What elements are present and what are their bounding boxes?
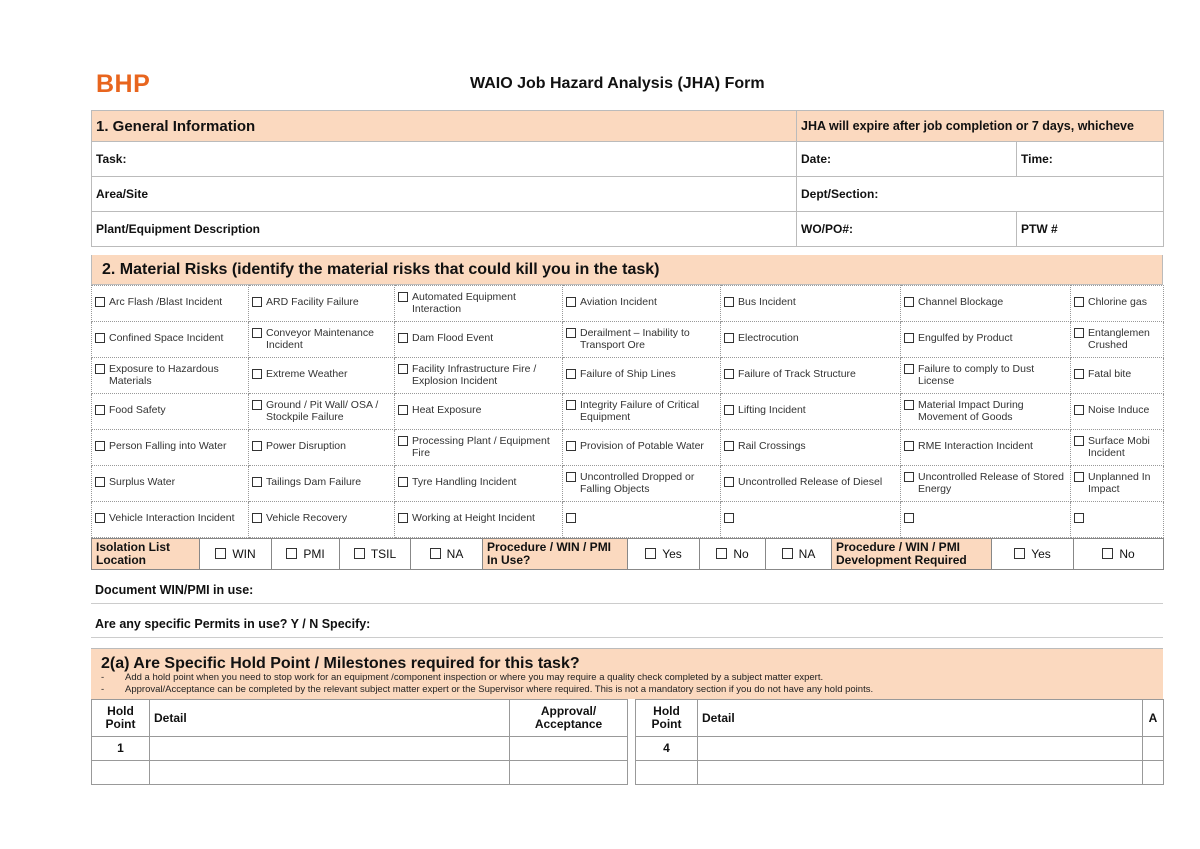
checkbox-icon[interactable] (566, 328, 576, 338)
material-risk-option[interactable] (92, 394, 249, 430)
checkbox-icon[interactable] (354, 548, 365, 559)
column-gap (628, 737, 636, 761)
checkbox-icon[interactable] (1074, 472, 1084, 482)
checkbox-icon[interactable] (724, 333, 734, 343)
checkbox-icon[interactable] (566, 400, 576, 410)
material-risk-option[interactable] (901, 286, 1071, 322)
checkbox-icon[interactable] (724, 405, 734, 415)
checkbox-icon[interactable] (398, 436, 408, 446)
material-risk-option[interactable] (92, 322, 249, 358)
material-risk-option[interactable] (1071, 394, 1164, 430)
checkbox-icon[interactable] (95, 441, 105, 451)
material-risk-label: Chlorine gas (1088, 296, 1147, 309)
material-risk-option[interactable] (563, 322, 721, 358)
hold-point-approval-cell-right[interactable] (1143, 737, 1164, 761)
material-risk-option[interactable] (721, 358, 901, 394)
material-risk-label: Person Falling into Water (109, 440, 227, 453)
checkbox-icon[interactable] (398, 364, 408, 374)
material-risk-label: Unplanned In Impact (1088, 471, 1151, 495)
material-risk-option[interactable] (901, 358, 1071, 394)
material-risk-row (92, 394, 1164, 430)
material-risk-option[interactable] (901, 430, 1071, 466)
material-risk-option[interactable] (1071, 358, 1164, 394)
material-risk-option[interactable] (249, 286, 395, 322)
material-risk-option[interactable] (249, 466, 395, 502)
isolation-option-pmi[interactable]: PMI (272, 539, 340, 570)
checkbox-icon[interactable] (95, 477, 105, 487)
material-risk-option[interactable] (563, 358, 721, 394)
hold-point-detail-cell-right[interactable] (698, 761, 1143, 785)
isolation-option-win[interactable]: WIN (200, 539, 272, 570)
material-risk-row (92, 430, 1164, 466)
checkbox-icon[interactable] (904, 441, 914, 451)
material-risk-label: Rail Crossings (738, 440, 806, 453)
isolation-list-label: Isolation List Location (92, 539, 200, 570)
material-risk-option[interactable] (92, 466, 249, 502)
checkbox-icon[interactable] (904, 333, 914, 343)
company-logo: BHP (96, 70, 151, 98)
material-risk-option[interactable] (1071, 466, 1164, 502)
material-risk-label: Conveyor Maintenance Incident (266, 327, 374, 351)
material-risk-label: Facility Infrastructure Fire / Explosion Incident (412, 363, 537, 387)
checkbox-icon[interactable] (252, 328, 262, 338)
checkbox-icon[interactable] (782, 548, 793, 559)
material-risk-option[interactable] (901, 466, 1071, 502)
material-risk-label: Tyre Handling Incident (412, 476, 517, 489)
hold-points-title: 2(a) Are Specific Hold Point / Milestones required for this task? (101, 655, 580, 672)
detail-header-right: Detail (698, 700, 1143, 737)
material-risk-label: Engulfed by Product (918, 332, 1013, 345)
specific-permits-field[interactable]: Are any specific Permits in use? Y / N Specify: (91, 604, 1163, 638)
material-risk-option[interactable] (395, 358, 563, 394)
material-risk-label: Material Impact During Movement of Goods (918, 399, 1024, 423)
procedure-in-use-yes[interactable]: Yes (628, 539, 700, 570)
hold-point-detail-cell[interactable] (150, 737, 510, 761)
checkbox-icon[interactable] (645, 548, 656, 559)
material-risk-label: Working at Height Incident (412, 512, 535, 525)
material-risk-option[interactable] (92, 430, 249, 466)
approval-header-right: A (1143, 700, 1164, 737)
material-risk-option[interactable] (249, 322, 395, 358)
material-risk-option[interactable] (395, 394, 563, 430)
hold-points-note-1: - Add a hold point when you need to stop work for an equipment /component inspection or where you may require a quality check completed by a subject matter expert. (101, 672, 824, 683)
material-risk-label: ARD Facility Failure (266, 296, 359, 309)
document-win-pmi-field[interactable]: Document WIN/PMI in use: (91, 570, 1163, 604)
material-risk-label: Extreme Weather (266, 368, 348, 381)
material-risk-label: Integrity Failure of Critical Equipment (580, 399, 700, 423)
material-risk-label: Food Safety (109, 404, 166, 417)
material-risk-option[interactable] (249, 358, 395, 394)
hold-points-note-2: - Approval/Acceptance can be completed by the relevant subject matter expert or the Supervisor where required. This is not a mandatory section if you do not have any hold points. (101, 683, 874, 695)
time-field[interactable]: Time: (1017, 142, 1164, 177)
checkbox-icon[interactable] (1074, 328, 1084, 338)
hold-point-number-right (636, 761, 698, 785)
checkbox-icon[interactable] (1074, 513, 1084, 523)
material-risk-row (92, 322, 1164, 358)
material-risk-label: Aviation Incident (580, 296, 657, 309)
checkbox-icon[interactable] (1074, 369, 1084, 379)
date-field[interactable]: Date: (797, 142, 1017, 177)
checkbox-icon[interactable] (398, 513, 408, 523)
form-title: WAIO Job Hazard Analysis (JHA) Form (470, 75, 765, 92)
material-risk-label: Vehicle Interaction Incident (109, 512, 235, 525)
checkbox-icon[interactable] (724, 477, 734, 487)
material-risk-label: Failure of Ship Lines (580, 368, 676, 381)
checkbox-icon[interactable] (566, 472, 576, 482)
isolation-option-tsil[interactable]: TSIL (340, 539, 411, 570)
checkbox-icon[interactable] (252, 477, 262, 487)
material-risk-option[interactable] (395, 430, 563, 466)
checkbox-icon[interactable] (566, 297, 576, 307)
general-information-table (91, 110, 1164, 247)
checkbox-icon[interactable] (724, 297, 734, 307)
material-risks-heading: 2. Material Risks (identify the material risks that could kill you in the task) (91, 255, 1163, 285)
hold-points-table (91, 699, 1164, 785)
checkbox-icon[interactable] (904, 472, 914, 482)
material-risk-label: Uncontrolled Dropped or Falling Objects (580, 471, 695, 495)
material-risk-row (92, 502, 1164, 538)
checkbox-icon[interactable] (252, 297, 262, 307)
material-risk-label: Entanglemen Crushed (1088, 327, 1150, 351)
material-risk-label: Noise Induce (1088, 404, 1150, 417)
material-risk-label: Failure to comply to Dust License (918, 363, 1035, 387)
material-risk-option[interactable] (563, 502, 721, 538)
material-risk-option[interactable] (1071, 502, 1164, 538)
material-risk-label: Exposure to Hazardous Materials (109, 363, 219, 387)
checkbox-icon[interactable] (1014, 548, 1025, 559)
checkbox-icon[interactable] (398, 477, 408, 487)
checkbox-icon[interactable] (252, 369, 262, 379)
checkbox-icon[interactable] (95, 405, 105, 415)
checkbox-icon[interactable] (430, 548, 441, 559)
material-risk-label: Confined Space Incident (109, 332, 224, 345)
material-risk-label: Uncontrolled Release of Diesel (738, 476, 883, 489)
procedure-development-yes[interactable]: Yes (992, 539, 1074, 570)
material-risk-option[interactable] (1071, 430, 1164, 466)
hold-point-header: Hold Point (92, 700, 150, 737)
material-risk-label: Vehicle Recovery (266, 512, 348, 525)
checkbox-icon[interactable] (566, 369, 576, 379)
material-risk-label: Power Disruption (266, 440, 346, 453)
material-risk-label: Channel Blockage (918, 296, 1004, 309)
hold-point-number: 1 (92, 737, 150, 761)
jha-form (91, 110, 1163, 785)
material-risk-option[interactable] (249, 394, 395, 430)
material-risk-label: Surface Mobi Incident (1088, 435, 1150, 459)
material-risk-option[interactable] (395, 322, 563, 358)
checkbox-icon[interactable] (566, 513, 576, 523)
hold-point-number-right: 4 (636, 737, 698, 761)
checkbox-icon[interactable] (215, 548, 226, 559)
checkbox-icon[interactable] (95, 297, 105, 307)
checkbox-icon[interactable] (286, 548, 297, 559)
hold-points-heading (91, 648, 1163, 699)
procedure-development-label: Procedure / WIN / PMI Development Required (832, 539, 992, 570)
procedure-in-use-label: Procedure / WIN / PMI In Use? (483, 539, 628, 570)
wo-po-field[interactable]: WO/PO#: (797, 212, 1017, 247)
material-risk-row (92, 358, 1164, 394)
material-risk-label: Tailings Dam Failure (266, 476, 362, 489)
isolation-option-na[interactable]: NA (411, 539, 483, 570)
material-risk-label: Lifting Incident (738, 404, 806, 417)
checkbox-icon[interactable] (398, 405, 408, 415)
column-gap (628, 761, 636, 785)
checkbox-icon[interactable] (252, 441, 262, 451)
material-risk-label: Bus Incident (738, 296, 796, 309)
material-risk-option[interactable] (1071, 286, 1164, 322)
checkbox-icon[interactable] (398, 292, 408, 302)
expiry-note: JHA will expire after job completion or 7 days, whicheve (797, 111, 1164, 142)
material-risk-option[interactable] (721, 394, 901, 430)
checkbox-icon[interactable] (95, 333, 105, 343)
material-risk-label: Ground / Pit Wall/ OSA / Stockpile Failure (266, 399, 379, 423)
material-risk-label: Arc Flash /Blast Incident (109, 296, 223, 309)
ptw-field[interactable]: PTW # (1017, 212, 1164, 247)
material-risk-label: RME Interaction Incident (918, 440, 1033, 453)
hold-point-detail-cell[interactable] (150, 761, 510, 785)
material-risk-label: Dam Flood Event (412, 332, 494, 345)
material-risk-option[interactable] (901, 322, 1071, 358)
material-risk-option[interactable] (92, 502, 249, 538)
material-risk-option[interactable] (249, 430, 395, 466)
hold-point-header-right: Hold Point (636, 700, 698, 737)
material-risk-label: Fatal bite (1088, 368, 1132, 381)
material-risk-row (92, 466, 1164, 502)
material-risks-table (91, 285, 1164, 538)
hold-point-approval-cell-right[interactable] (1143, 761, 1164, 785)
checkbox-icon[interactable] (95, 513, 105, 523)
material-risk-option[interactable] (395, 502, 563, 538)
material-risk-option[interactable] (92, 358, 249, 394)
checkbox-icon[interactable] (904, 513, 914, 523)
procedure-development-no[interactable]: No (1074, 539, 1164, 570)
checkbox-icon[interactable] (398, 333, 408, 343)
material-risk-option[interactable] (721, 502, 901, 538)
material-risk-option[interactable] (901, 394, 1071, 430)
checkbox-icon[interactable] (252, 400, 262, 410)
dept-section-field[interactable]: Dept/Section: (797, 177, 1164, 212)
material-risk-option[interactable] (563, 466, 721, 502)
procedure-in-use-na[interactable]: NA (766, 539, 832, 570)
column-gap (628, 700, 636, 737)
material-risk-label: Electrocution (738, 332, 799, 345)
material-risk-option[interactable] (395, 466, 563, 502)
checkbox-icon[interactable] (904, 364, 914, 374)
area-site-field[interactable]: Area/Site (92, 177, 797, 212)
material-risk-label: Uncontrolled Release of Stored Energy (918, 471, 1064, 495)
material-risk-label: Derailment – Inability to Transport Ore (580, 327, 690, 351)
material-risk-option[interactable] (92, 286, 249, 322)
material-risk-option[interactable] (901, 502, 1071, 538)
checkbox-icon[interactable] (724, 441, 734, 451)
material-risk-row (92, 286, 1164, 322)
checkbox-icon[interactable] (1102, 548, 1113, 559)
checkbox-icon[interactable] (95, 364, 105, 374)
hold-point-detail-cell-right[interactable] (698, 737, 1143, 761)
procedure-in-use-no[interactable]: No (700, 539, 766, 570)
checkbox-icon[interactable] (252, 513, 262, 523)
material-risk-label: Automated Equipment Interaction (412, 291, 516, 315)
checkbox-icon[interactable] (904, 400, 914, 410)
checkbox-icon[interactable] (724, 369, 734, 379)
checkbox-icon[interactable] (904, 297, 914, 307)
material-risk-option[interactable] (563, 394, 721, 430)
material-risk-label: Surplus Water (109, 476, 176, 489)
material-risk-option[interactable] (563, 286, 721, 322)
checkbox-icon[interactable] (1074, 297, 1084, 307)
material-risk-option[interactable] (721, 286, 901, 322)
checkbox-icon[interactable] (716, 548, 727, 559)
isolation-procedure-table (91, 538, 1164, 570)
material-risk-option[interactable] (563, 430, 721, 466)
material-risk-option[interactable] (721, 322, 901, 358)
checkbox-icon[interactable] (566, 441, 576, 451)
checkbox-icon[interactable] (1074, 405, 1084, 415)
hold-point-approval-cell[interactable] (510, 761, 628, 785)
material-risk-option[interactable] (1071, 322, 1164, 358)
detail-header: Detail (150, 700, 510, 737)
hold-point-number (92, 761, 150, 785)
material-risk-option[interactable] (395, 286, 563, 322)
checkbox-icon[interactable] (724, 513, 734, 523)
material-risk-label: Heat Exposure (412, 404, 482, 417)
material-risk-label: Processing Plant / Equipment Fire (412, 435, 550, 459)
task-field[interactable]: Task: (92, 142, 797, 177)
hold-point-approval-cell[interactable] (510, 737, 628, 761)
approval-header: Approval/ Acceptance (510, 700, 628, 737)
material-risk-option[interactable] (721, 466, 901, 502)
material-risk-option[interactable] (721, 430, 901, 466)
general-information-heading: 1. General Information (92, 111, 797, 142)
checkbox-icon[interactable] (1074, 436, 1084, 446)
material-risk-option[interactable] (249, 502, 395, 538)
material-risk-label: Failure of Track Structure (738, 368, 856, 381)
material-risk-label: Provision of Potable Water (580, 440, 704, 453)
plant-equipment-field[interactable]: Plant/Equipment Description (92, 212, 797, 247)
